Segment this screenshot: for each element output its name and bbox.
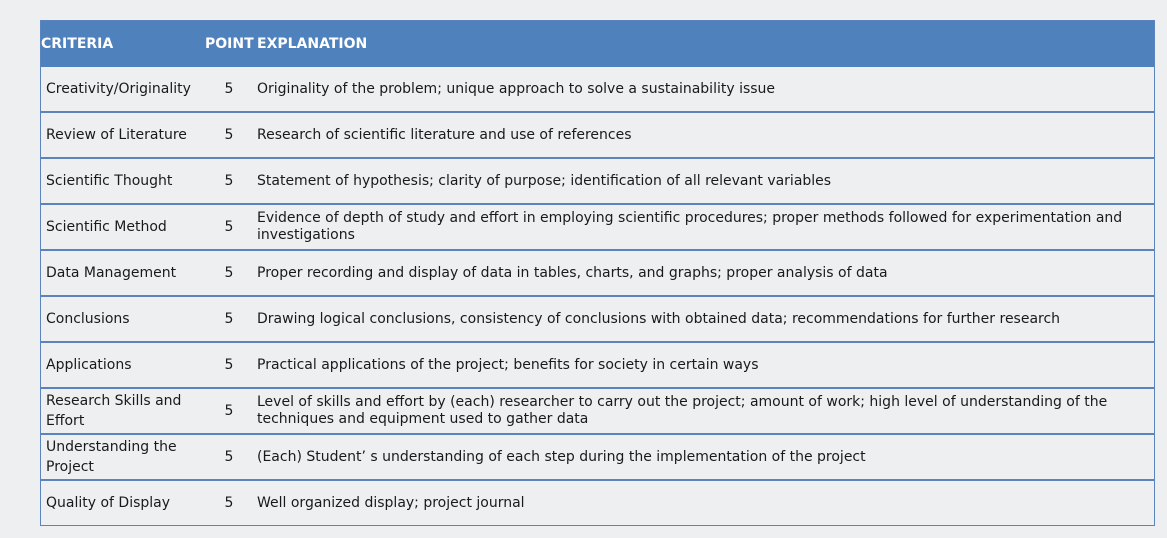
row-criteria: Applications: [46, 357, 132, 373]
row-explanation: Evidence of depth of study and effort in employing scientific procedures; proper methods followed for experimentation and investigations: [257, 210, 1123, 243]
row-criteria: Creativity/Originality: [46, 81, 191, 97]
header-explanation: EXPLANATION: [257, 35, 368, 52]
row-point: 5: [224, 173, 234, 189]
header-point: POINT: [205, 36, 254, 52]
row-point: 5: [224, 449, 234, 465]
row-point: 5: [224, 81, 234, 97]
row-point: 5: [224, 357, 234, 373]
row-explanation: Well organized display; project journal: [257, 494, 525, 511]
row-point: 5: [224, 265, 234, 281]
row-point: 5: [224, 403, 234, 419]
row-point: 5: [224, 311, 234, 327]
criteria-table: [40, 20, 1155, 526]
row-criteria: Data Management: [46, 265, 177, 281]
row-criteria: Quality of Display: [46, 495, 171, 511]
row-explanation: Proper recording and display of data in tables, charts, and graphs; proper analysis of data: [257, 264, 888, 281]
table-row: [41, 67, 1154, 111]
table-row: [41, 157, 1154, 203]
row-explanation: Originality of the problem; unique approach to solve a sustainability issue: [257, 80, 776, 97]
row-criteria: Scientific Thought: [46, 173, 173, 189]
row-criteria: Conclusions: [46, 311, 130, 327]
table-row: [41, 387, 1154, 433]
row-explanation: (Each) Student’ s understanding of each step during the implementation of the project: [257, 448, 866, 465]
row-explanation: Level of skills and effort by (each) researcher to carry out the project; amount of work; high level of understanding of the techniques and equipment used to gather data: [257, 394, 1108, 427]
row-explanation: Drawing logical conclusions, consistency of conclusions with obtained data; recommendations for further research: [257, 310, 1061, 327]
header-criteria: CRITERIA: [41, 36, 114, 52]
row-point: 5: [224, 219, 234, 235]
table-row: [41, 479, 1154, 525]
row-point: 5: [224, 127, 234, 143]
row-explanation: Practical applications of the project; benefits for society in certain ways: [257, 356, 759, 373]
table-row: [41, 249, 1154, 295]
table-body: [41, 67, 1154, 525]
table-row: [41, 341, 1154, 387]
row-explanation: Statement of hypothesis; clarity of purpose; identification of all relevant variables: [257, 172, 832, 189]
table-row: [41, 203, 1154, 249]
table-row: [41, 433, 1154, 479]
row-point: 5: [224, 495, 234, 511]
table-row: [41, 295, 1154, 341]
table-row: [41, 111, 1154, 157]
row-explanation: Research of scientific literature and use of references: [257, 126, 632, 143]
row-criteria: Scientific Method: [46, 219, 167, 235]
row-criteria: Understanding the Project: [46, 439, 177, 475]
table-header: [41, 21, 1154, 67]
row-criteria: Review of Literature: [46, 127, 187, 143]
row-criteria: Research Skills and Effort: [46, 393, 182, 429]
